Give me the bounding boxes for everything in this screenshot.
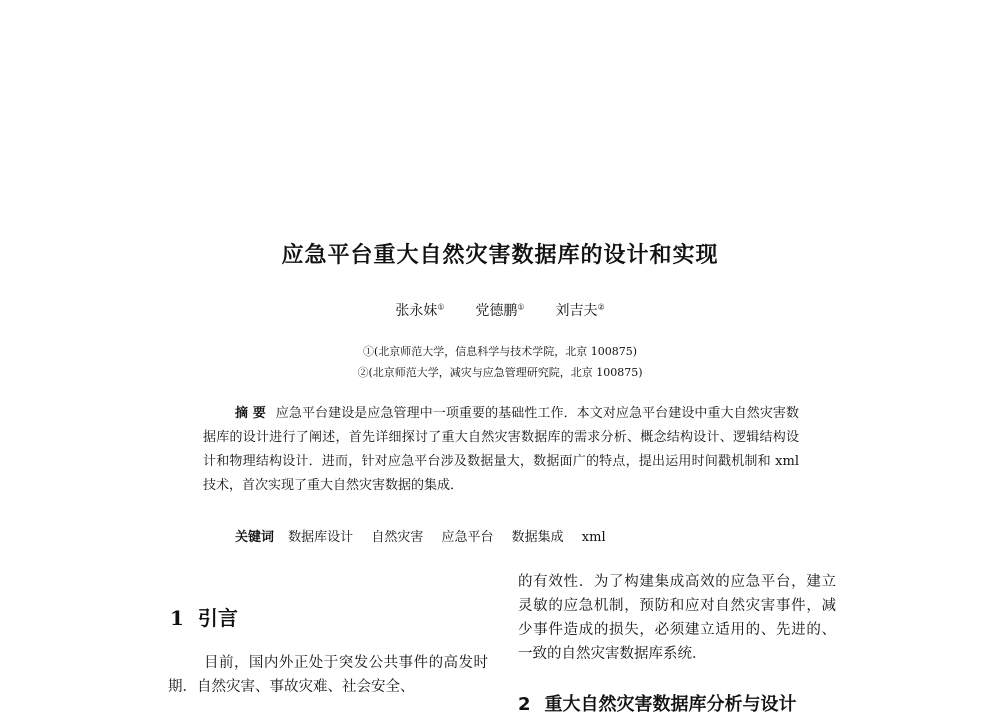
body-paragraph-left: 目前，国内外正处于突发公共事件的高发时期．自然灾害、事故灾难、社会安全、	[168, 655, 488, 695]
keyword: 数据集成	[511, 530, 564, 545]
keywords-label: 关键词	[235, 530, 275, 545]
body-paragraph-right: 的有效性．为了构建集成高效的应急平台，建立灵敏的应急机制，预防和应对自然灾害事件，减少事件造成的损失，必须建立适用的、先进的、一致的自然灾害数据库系统．	[518, 574, 836, 662]
section-heading	[518, 690, 797, 716]
abstract	[203, 402, 799, 498]
section-title: 重大自然灾害数据库分析与设计	[544, 694, 797, 715]
author-name: 党德鹏	[475, 303, 518, 319]
keyword: 数据库设计	[288, 530, 354, 545]
section-title: 引言	[197, 606, 238, 630]
author-affiliation-mark: ①	[437, 302, 445, 312]
affiliation-line: ①(北京师范大学，信息科学与技术学院，北京 100875)	[362, 345, 638, 358]
abstract-text: 应急平台建设是应急管理中一项重要的基础性工作．本文对应急平台建设中重大自然灾害数据库的设计进行了阐述，首先详细探讨了重大自然灾害数据库的需求分析、概念结构设计、逻辑结构设计和物理结构设计．进而，针对应急平台涉及数据量大，数据面广的特点，提出运用时间戳机制和 xml 技术，首次实现了重大自然灾害数据的集成．	[203, 406, 799, 493]
affiliation-line: ②(北京师范大学，减灾与应急管理研究院，北京 100875)	[357, 366, 643, 379]
section-heading	[170, 602, 238, 631]
author-affiliation-mark: ②	[597, 302, 605, 312]
author-name: 刘吉夫	[555, 303, 598, 319]
paper-title: 应急平台重大自然灾害数据库的设计和实现	[281, 243, 719, 268]
keywords	[235, 526, 620, 545]
keyword: xml	[581, 530, 606, 545]
keyword: 自然灾害	[371, 530, 424, 545]
author-affiliation-mark: ①	[517, 302, 525, 312]
abstract-label: 摘 要	[235, 406, 266, 421]
author-list	[0, 300, 1000, 320]
keyword: 应急平台	[441, 530, 494, 545]
section-number: 2	[518, 694, 531, 715]
author-name: 张永妹	[395, 303, 438, 319]
section-number: 1	[170, 606, 184, 630]
